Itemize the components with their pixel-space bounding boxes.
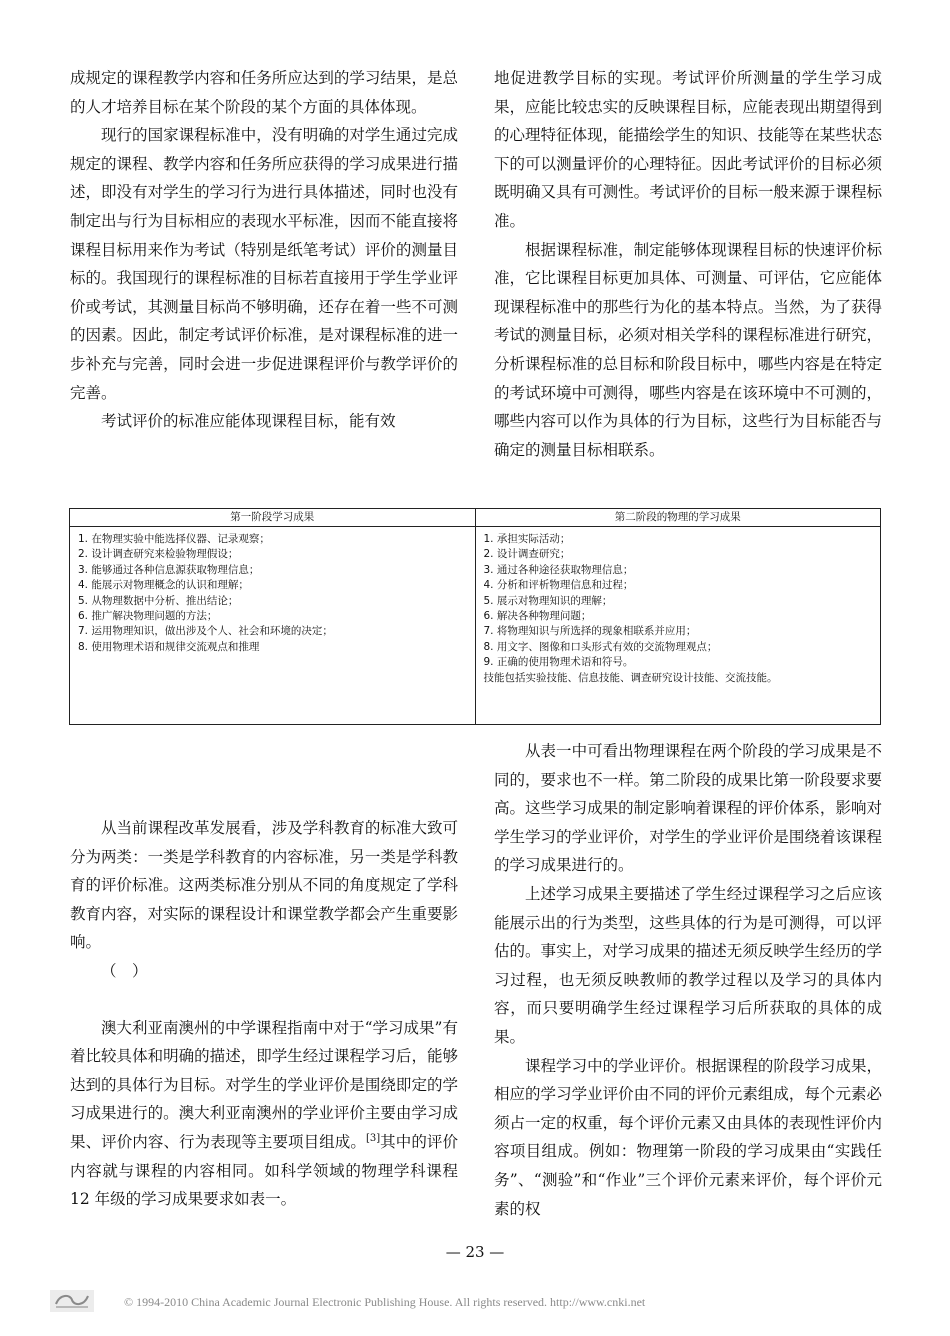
paragraph: 上述学习成果主要描述了学生经过课程学习之后应该能展示出的行为类型，这些具体的行为是可测得，可以评估的。事实上，对学习成果的描述无须反映学生经历的学习过程，也无须反映教师的教学过程以及学习的具体内容，而只要明确学生经过课程学习后所获取的具体的成果。 bbox=[494, 884, 882, 1046]
skills-note: 技能包括实验技能、信息技能、调查研究设计技能、交流技能。 bbox=[483, 671, 778, 684]
paragraph: 从当前课程改革发展看，涉及学科教育的标准大致可分为两类：一类是学科教育的内容标准，另一类是学科教育的评价标准。这两类标准分别从不同的角度规定了学科教育内容，对实际的课程设计和课堂教学都会产生重要影响。 bbox=[70, 819, 458, 952]
list-item: 2. 设计调查研究； bbox=[483, 548, 571, 561]
paragraph-text: 澳大利亚南澳州的中学课程指南中对于“学习成果”有着比较具体和明确的描述，即学生经过课程学习后，能够达到的具体行为目标。对学生的学业评价是围绕即定的学习成果进行的。澳大利亚南澳州的学业评价主要由学习成果、评价内容、行为表现等主要项目组成。 bbox=[70, 1018, 458, 1151]
left-column-bottom bbox=[70, 814, 458, 1214]
list-item: 1. 在物理实验中能选择仪器、记录观察； bbox=[78, 533, 270, 545]
list-item: 8. 用文字、图像和口头形式有效的交流物理观点； bbox=[483, 640, 718, 653]
paragraph: 考试评价的标准应能体现课程目标，能有效 bbox=[101, 412, 396, 431]
right-column-top bbox=[494, 64, 882, 464]
left-column-top bbox=[70, 64, 458, 436]
list-item: 2. 设计调查研究来检验物理假设； bbox=[78, 548, 239, 561]
table-row bbox=[70, 527, 881, 725]
paragraph-text: 其中的评价内容就与课程的内容相同。如科学领域的物理学科课程 12 年级的学习成果要求如表一。 bbox=[70, 1132, 458, 1209]
paragraph: 地促进教学目标的实现。考试评价所测量的学生学习成果，应能比较忠实的反映课程目标，应能表现出期望得到的心理特征体现，能描绘学生的知识、技能等在某些状态下的可以测量评价的心理特征。因此考试评价的目标必须既明确又具有可测性。考试评价的目标一般来源于课程标准。 bbox=[494, 69, 882, 230]
right-column-bottom bbox=[494, 737, 882, 1223]
copyright-notice: © 1994-2010 China Academic Journal Electronic Publishing House. All rights reserved. http://www.cnki.net bbox=[124, 1295, 646, 1309]
list-item: 6. 推广解决物理问题的方法； bbox=[78, 610, 218, 623]
stage2-cell bbox=[475, 527, 881, 725]
list-item: 4. 能展示对物理概念的认识和理解； bbox=[78, 579, 249, 592]
table-header-stage2: 第二阶段的物理的学习成果 bbox=[475, 509, 881, 527]
stage1-list bbox=[78, 532, 469, 655]
list-item: 6. 解决各种物理问题； bbox=[483, 610, 592, 623]
list-item: 7. 运用物理知识，做出涉及个人、社会和环境的决定； bbox=[78, 625, 333, 638]
page-number: — 23 — bbox=[445, 1243, 505, 1261]
stage1-cell bbox=[70, 527, 476, 725]
stage2-list bbox=[484, 532, 875, 686]
paragraph: 课程学习中的学业评价。根据课程的阶段学习成果，相应的学习学业评价由不同的评价元素组成，每个元素必须占一定的权重，每个评价元素又由具体的表现性评价内容项目组成。例如：物理第一阶段的学习成果由“实践任务”、“测验”和“作业”三个评价元素来评价，每个评价元素的权 bbox=[494, 1056, 882, 1218]
list-item: 4. 分析和评析物理信息和过程； bbox=[483, 579, 634, 592]
list-item: 7. 将物理知识与所选择的现象相联系并应用； bbox=[483, 625, 697, 638]
paragraph: 成规定的课程教学内容和任务所应达到的学习结果，是总的人才培养目标在某个阶段的某个方面的具体体现。 bbox=[70, 69, 458, 116]
learning-outcomes-table bbox=[69, 508, 881, 725]
paragraph bbox=[70, 1014, 458, 1214]
list-item: 9. 正确的使用物理术语和符号。 bbox=[483, 656, 634, 669]
paragraph: 现行的国家课程标准中，没有明确的对学生通过完成规定的课程、教学内容和任务所应获得的学习成果进行描述，即没有对学生的学习行为进行具体描述，同时也没有制定出与行为目标相应的表现水平标准，因而不能直接将课程目标用来作为考试（特别是纸笔考试）评价的测量目标的。我国现行的课程标准的目标若直接用于学生学业评价或考试，其测量目标尚不够明确，还存在着一些不可测的因素。因此，制定考试评价标准，是对课程标准的进一步补充与完善，同时会进一步促进课程评价与教学评价的完善。 bbox=[70, 126, 458, 402]
citation-ref: [3] bbox=[365, 1132, 381, 1144]
list-item: 3. 能够通过各种信息源获取物理信息； bbox=[78, 563, 260, 576]
list-item: 5. 展示对物理知识的理解； bbox=[483, 594, 613, 607]
list-item: 3. 通过各种途径获取物理信息； bbox=[483, 563, 634, 576]
footer bbox=[32, 1292, 932, 1314]
cnki-logo-icon bbox=[50, 1290, 94, 1312]
table-header-stage1: 第一阶段学习成果 bbox=[70, 509, 476, 527]
list-item: 5. 从物理数据中分析、推出结论； bbox=[78, 594, 239, 607]
paragraph: 根据课程标准，制定能够体现课程目标的快速评价标准，它比课程目标更加具体、可测量、可评估，它应能体现课程标准中的那些行为化的基本特点。当然，为了获得考试的测量目标，必须对相关学科的课程标准进行研究，分析课程标准的总目标和阶段目标中，哪些内容是在特定的考试环境中可测得，哪些内容是在该环境中不可测的，哪些内容可以作为具体的行为目标，这些行为目标能否与确定的测量目标相联系。 bbox=[494, 240, 882, 459]
list-item: 1. 承担实际活动； bbox=[483, 533, 571, 545]
section-heading-placeholder: （ ） bbox=[101, 961, 148, 980]
paragraph: 从表一中可看出物理课程在两个阶段的学习成果是不同的，要求也不一样。第二阶段的成果比第一阶段要求要高。这些学习成果的制定影响着课程的评价体系，影响对学生学习的学业评价，对学生的学业评价是围绕着该课程的学习成果进行的。 bbox=[494, 742, 882, 875]
list-item: 8. 使用物理术语和规律交流观点和推理 bbox=[78, 640, 260, 653]
table-header-row bbox=[70, 509, 881, 527]
